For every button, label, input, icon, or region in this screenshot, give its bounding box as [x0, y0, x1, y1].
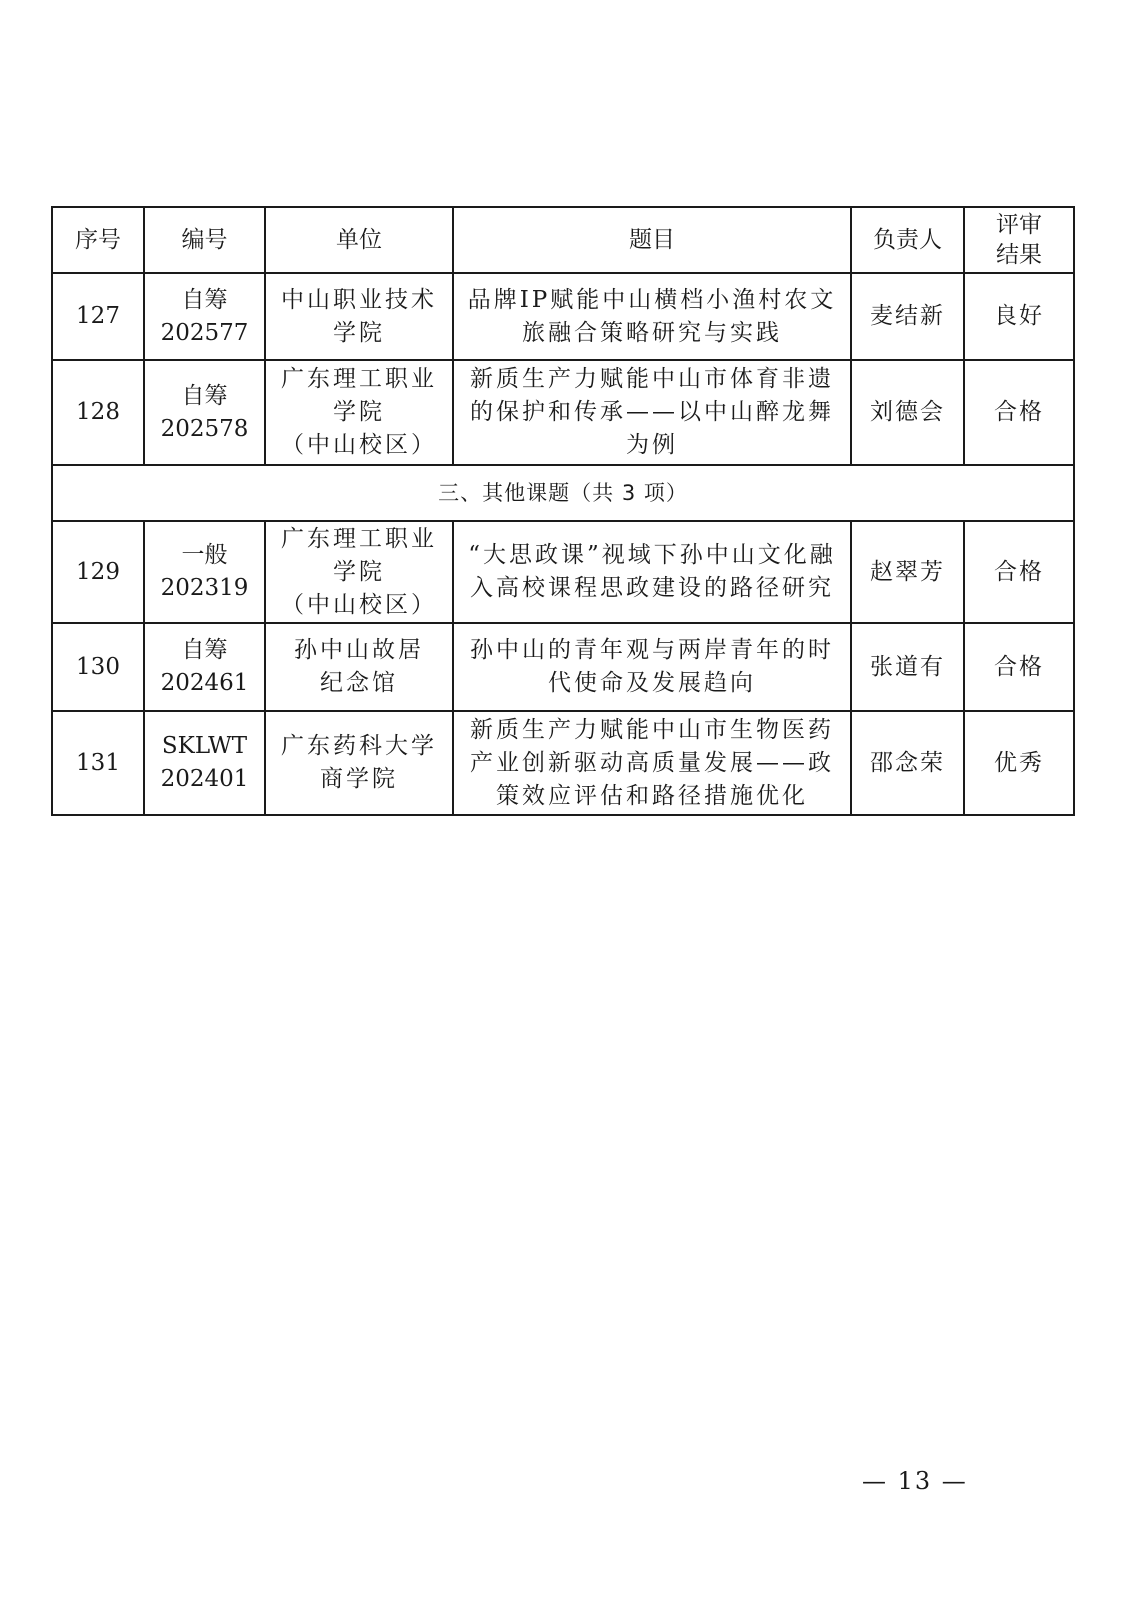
row-person: 赵翠芳 [851, 521, 964, 623]
header-unit: 单位 [265, 207, 453, 273]
code-line: 202401 [160, 766, 249, 792]
unit-line: 商学院 [320, 766, 398, 792]
title-line: 旅融合策略研究与实践 [522, 319, 782, 346]
unit-line: 中山职业技术 [281, 286, 437, 313]
row-title [453, 273, 851, 360]
header-code: 编号 [144, 207, 265, 273]
code-line: 202578 [160, 415, 249, 442]
unit-line: 广东药科大学 [281, 733, 437, 759]
row-person: 刘德会 [851, 360, 964, 465]
row-result: 优秀 [964, 711, 1074, 815]
row-result: 合格 [964, 521, 1074, 623]
row-no: 129 [52, 521, 144, 623]
row-title [453, 360, 851, 465]
row-no: 130 [52, 623, 144, 711]
row-person: 邵念荣 [851, 711, 964, 815]
row-code [144, 711, 265, 815]
code-line: 一般 [181, 542, 228, 568]
row-title [453, 623, 851, 711]
unit-line: 学院 [333, 558, 385, 585]
row-code [144, 360, 265, 465]
code-line: 202577 [160, 319, 249, 346]
header-title: 题目 [453, 207, 851, 273]
code-line: 202319 [160, 575, 249, 601]
row-unit [265, 623, 453, 711]
header-no: 序号 [52, 207, 144, 273]
row-no: 128 [52, 360, 144, 465]
table-row [52, 273, 1074, 360]
row-unit [265, 273, 453, 360]
title-line: 代使命及发展趋向 [548, 670, 756, 696]
unit-line: （中山校区） [281, 591, 437, 618]
row-no: 127 [52, 273, 144, 360]
results-table [51, 206, 1075, 816]
title-line: 入高校课程思政建设的路径研究 [470, 575, 834, 601]
row-title [453, 521, 851, 623]
page-number: — 13 — [862, 1467, 968, 1495]
table-row [52, 360, 1074, 465]
section-row [52, 465, 1074, 521]
table-header-row [52, 207, 1074, 273]
header-person: 负责人 [851, 207, 964, 273]
row-person: 麦结新 [851, 273, 964, 360]
code-line: 202461 [160, 670, 249, 696]
code-line: 自筹 [181, 286, 228, 313]
title-line: 品牌IP赋能中山横档小渔村农文 [467, 286, 837, 313]
row-no: 131 [52, 711, 144, 815]
unit-line: 广东理工职业 [281, 366, 437, 392]
title-line: 新质生产力赋能中山市生物医药 [470, 716, 834, 743]
row-code [144, 623, 265, 711]
row-person: 张道有 [851, 623, 964, 711]
header-result [964, 207, 1074, 273]
unit-line: 广东理工职业 [281, 525, 437, 552]
header-result-line: 评审 [996, 212, 1042, 238]
code-line: SKLWT [161, 733, 248, 759]
row-result: 合格 [964, 623, 1074, 711]
row-unit [265, 360, 453, 465]
row-unit [265, 711, 453, 815]
title-line: 的保护和传承——以中山醉龙舞 [470, 399, 834, 425]
title-line: 策效应评估和路径措施优化 [496, 782, 808, 809]
row-title [453, 711, 851, 815]
row-result: 合格 [964, 360, 1074, 465]
unit-line: 孙中山故居 [294, 637, 424, 663]
title-line: 孙中山的青年观与两岸青年的时 [470, 637, 834, 663]
table-row [52, 711, 1074, 815]
title-line: “大思政课”视域下孙中山文化融 [468, 542, 836, 568]
header-result-line: 结果 [996, 242, 1042, 268]
code-line: 自筹 [181, 637, 228, 663]
row-code [144, 273, 265, 360]
title-line: 产业创新驱动高质量发展——政 [470, 749, 834, 776]
section-label: 三、其他课题（共 3 项） [52, 465, 1074, 521]
row-unit [265, 521, 453, 623]
table-row [52, 521, 1074, 623]
unit-line: 学院 [333, 319, 385, 346]
unit-line: （中山校区） [281, 432, 437, 458]
unit-line: 纪念馆 [320, 670, 398, 696]
title-line: 为例 [626, 432, 678, 458]
row-code [144, 521, 265, 623]
unit-line: 学院 [333, 399, 385, 425]
table-row [52, 623, 1074, 711]
code-line: 自筹 [181, 382, 228, 409]
title-line: 新质生产力赋能中山市体育非遗 [470, 366, 834, 392]
row-result: 良好 [964, 273, 1074, 360]
